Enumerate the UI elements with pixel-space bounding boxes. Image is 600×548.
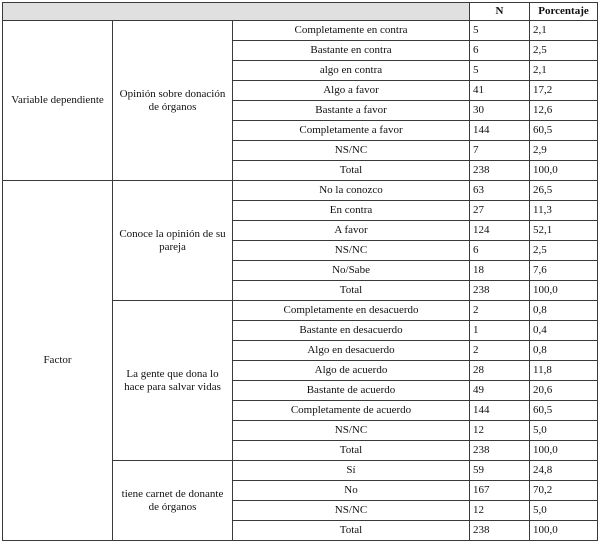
category-cell: NS/NC: [233, 241, 470, 261]
n-cell: 12: [470, 501, 530, 521]
category-cell: Total: [233, 521, 470, 541]
category-cell: Completamente a favor: [233, 121, 470, 141]
frequency-table: [2, 2, 598, 541]
n-cell: 5: [470, 61, 530, 81]
percentage-cell: 11,3: [530, 201, 598, 221]
percentage-cell: 70,2: [530, 481, 598, 501]
category-cell: Algo de acuerdo: [233, 361, 470, 381]
category-cell: No/Sabe: [233, 261, 470, 281]
percentage-cell: 2,5: [530, 241, 598, 261]
percentage-cell: 26,5: [530, 181, 598, 201]
percentage-cell: 12,6: [530, 101, 598, 121]
n-cell: 124: [470, 221, 530, 241]
percentage-cell: 5,0: [530, 421, 598, 441]
n-cell: 2: [470, 301, 530, 321]
n-cell: 27: [470, 201, 530, 221]
category-cell: Completamente en contra: [233, 21, 470, 41]
percentage-cell: 100,0: [530, 521, 598, 541]
percentage-cell: 60,5: [530, 401, 598, 421]
n-cell: 18: [470, 261, 530, 281]
category-cell: NS/NC: [233, 141, 470, 161]
n-cell: 238: [470, 441, 530, 461]
n-cell: 59: [470, 461, 530, 481]
header-n: N: [470, 3, 530, 21]
n-cell: 6: [470, 241, 530, 261]
group-label: Factor: [3, 181, 113, 541]
n-cell: 12: [470, 421, 530, 441]
n-cell: 144: [470, 121, 530, 141]
percentage-cell: 100,0: [530, 161, 598, 181]
n-cell: 1: [470, 321, 530, 341]
percentage-cell: 52,1: [530, 221, 598, 241]
n-cell: 167: [470, 481, 530, 501]
category-cell: Bastante de acuerdo: [233, 381, 470, 401]
category-cell: Total: [233, 161, 470, 181]
percentage-cell: 24,8: [530, 461, 598, 481]
n-cell: 238: [470, 281, 530, 301]
group-label: Variable dependiente: [3, 21, 113, 181]
n-cell: 144: [470, 401, 530, 421]
percentage-cell: 7,6: [530, 261, 598, 281]
n-cell: 49: [470, 381, 530, 401]
category-cell: NS/NC: [233, 421, 470, 441]
percentage-cell: 11,8: [530, 361, 598, 381]
percentage-cell: 100,0: [530, 281, 598, 301]
header-blank: [3, 3, 470, 21]
category-cell: No: [233, 481, 470, 501]
category-cell: A favor: [233, 221, 470, 241]
n-cell: 28: [470, 361, 530, 381]
n-cell: 238: [470, 521, 530, 541]
percentage-cell: 2,5: [530, 41, 598, 61]
category-cell: Completamente en desacuerdo: [233, 301, 470, 321]
category-cell: Bastante en desacuerdo: [233, 321, 470, 341]
percentage-cell: 17,2: [530, 81, 598, 101]
n-cell: 63: [470, 181, 530, 201]
header-percentage: Porcentaje: [530, 3, 598, 21]
category-cell: Sí: [233, 461, 470, 481]
category-cell: Algo a favor: [233, 81, 470, 101]
category-cell: Bastante a favor: [233, 101, 470, 121]
n-cell: 2: [470, 341, 530, 361]
percentage-cell: 2,9: [530, 141, 598, 161]
category-cell: Total: [233, 441, 470, 461]
variable-label: Conoce la opinión de su pareja: [113, 181, 233, 301]
percentage-cell: 2,1: [530, 21, 598, 41]
table-row: [3, 21, 598, 41]
category-cell: No la conozco: [233, 181, 470, 201]
category-cell: Total: [233, 281, 470, 301]
n-cell: 7: [470, 141, 530, 161]
n-cell: 30: [470, 101, 530, 121]
percentage-cell: 20,6: [530, 381, 598, 401]
percentage-cell: 100,0: [530, 441, 598, 461]
n-cell: 41: [470, 81, 530, 101]
n-cell: 238: [470, 161, 530, 181]
category-cell: NS/NC: [233, 501, 470, 521]
category-cell: En contra: [233, 201, 470, 221]
category-cell: Bastante en contra: [233, 41, 470, 61]
variable-label: tiene carnet de donante de órganos: [113, 461, 233, 541]
percentage-cell: 60,5: [530, 121, 598, 141]
percentage-cell: 0,4: [530, 321, 598, 341]
variable-label: Opinión sobre donación de órganos: [113, 21, 233, 181]
category-cell: Algo en desacuerdo: [233, 341, 470, 361]
header-row: [3, 3, 598, 21]
n-cell: 6: [470, 41, 530, 61]
category-cell: algo en contra: [233, 61, 470, 81]
percentage-cell: 5,0: [530, 501, 598, 521]
percentage-cell: 0,8: [530, 301, 598, 321]
category-cell: Completamente de acuerdo: [233, 401, 470, 421]
table-row: [3, 181, 598, 201]
percentage-cell: 2,1: [530, 61, 598, 81]
percentage-cell: 0,8: [530, 341, 598, 361]
n-cell: 5: [470, 21, 530, 41]
variable-label: La gente que dona lo hace para salvar vidas: [113, 301, 233, 461]
